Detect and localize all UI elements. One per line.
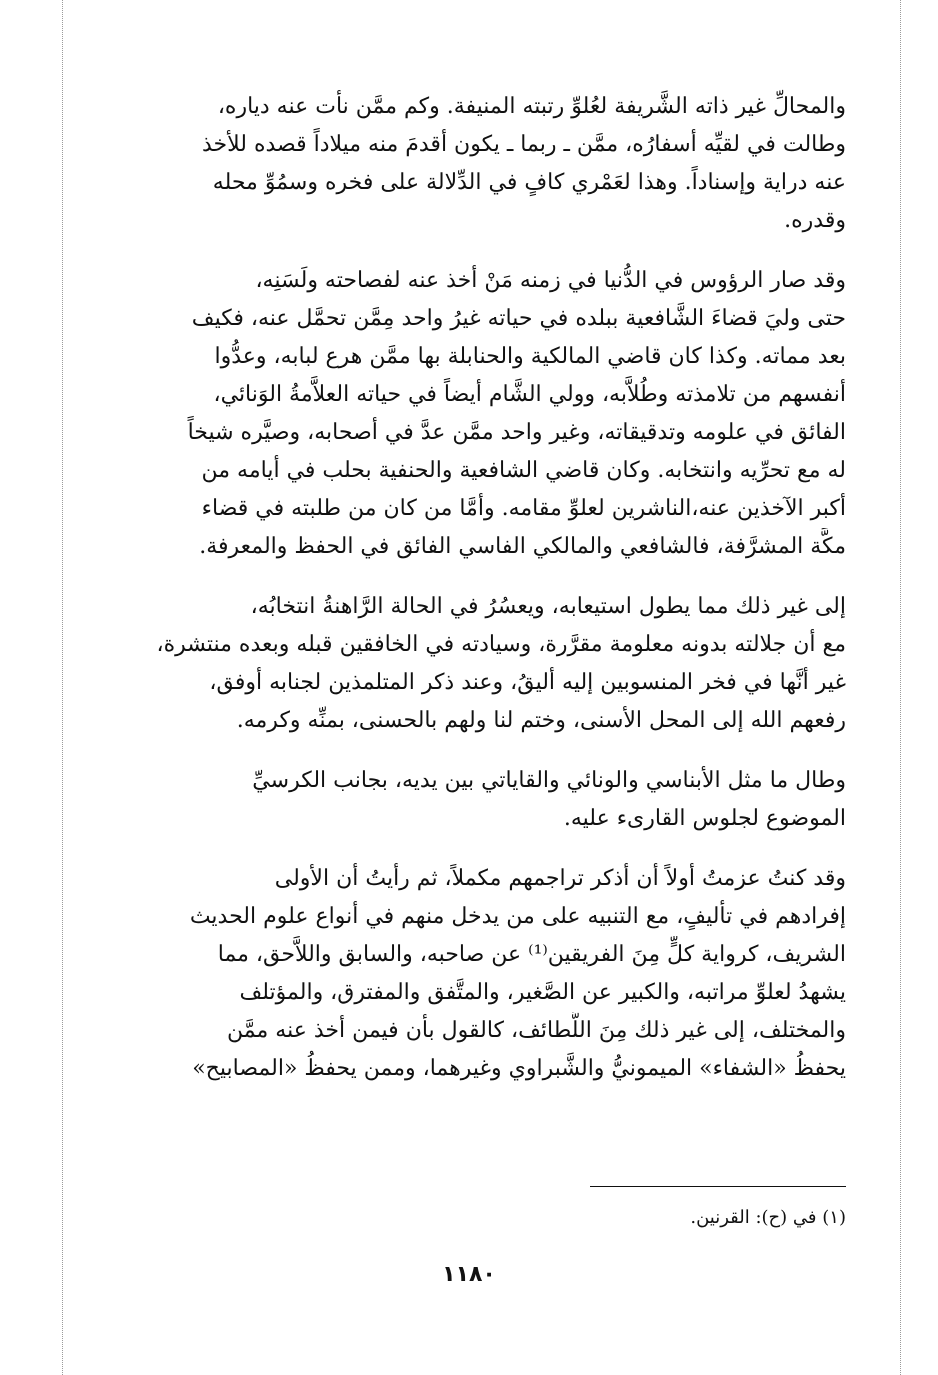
footnote-text: في (ح): القرنين. xyxy=(690,1207,817,1228)
text-line: إلى غير ذلك مما يطول استيعابه، ويعسُرُ في الحالة الرَّاهنةُ انتخابُه، xyxy=(250,594,846,619)
text-line: وقد كنتُ عزمتُ أولاً أن أذكر تراجمهم مكملاً، ثم رأيتُ أن الأولى xyxy=(274,866,846,891)
text-line: عنه دراية وإسناداً. وهذا لعَمْري كافٍ في الدِّلالة على فخره وسمُوِّ محله xyxy=(212,170,846,195)
text-line: إفرادهم في تأليفٍ، مع التنبيه على من يدخل منهم في أنواع علوم الحديث xyxy=(189,904,846,929)
text-line: رفعهم الله إلى المحل الأسنى، وختم لنا ولهم بالحسنى، بمنِّه وكرمه. xyxy=(236,708,846,733)
paragraph xyxy=(98,762,846,838)
paragraph xyxy=(98,860,846,1088)
paragraph xyxy=(98,262,846,566)
text-line: أنفسهم من تلامذته وطُلاَّبه، وولي الشَّام أيضاً في حياته العلاَّمةُ الوَنائي، xyxy=(213,382,846,407)
text-line: يحفظُ «الشفاء» الميمونيُّ والشَّبراوي وغيرهما، وممن يحفظُ «المصابيح» xyxy=(192,1056,846,1081)
left-scan-edge xyxy=(62,0,63,1375)
right-scan-edge xyxy=(900,0,901,1375)
text-line: حتى وليَ قضاءَ الشَّافعية ببلده في حياته غيرُ واحد مِمَّن تحمَّل عنه، فكيف xyxy=(191,306,846,331)
text-line: الفائق في علومه وتدقيقاته، وغير واحد ممَّن عدَّ في أصحابه، وصيَّره شيخاً xyxy=(187,420,846,445)
paragraph xyxy=(98,88,846,240)
footnote-separator xyxy=(590,1186,846,1187)
text-line: والمختلف، إلى غير ذلك مِنَ اللَّطائف، كالقول بأن فيمن أخذ عنه ممَّن xyxy=(227,1018,846,1043)
text-line: الموضوع لجلوس القارىء عليه. xyxy=(563,806,846,831)
text-line: بعد مماته. وكذا كان قاضي المالكية والحنابلة بها ممَّن هرع لبابه، وعدُّوا xyxy=(214,344,846,369)
paragraph xyxy=(98,588,846,740)
footnote xyxy=(560,1204,846,1232)
text-line: وطالت في لقيِّه أسفارُه، ممَّن ـ ربما ـ يكون أقدمَ منه ميلاداً قصده للأخذ xyxy=(201,132,846,157)
text-line: وطال ما مثل الأبناسي والونائي والقاياتي بين يديه، بجانب الكرسيِّ xyxy=(252,768,846,793)
text-line: وقدره. xyxy=(784,208,846,233)
text-line: الشريف، كرواية كلٍّ مِنَ الفريقين⁽¹⁾ عن صاحبه، والسابق واللاَّحق، مما xyxy=(217,942,846,967)
text-line: له مع تحرِّيه وانتخابه. وكان قاضي الشافعية والحنفية بحلب في أيامه من xyxy=(201,458,846,483)
text-line: والمحالِّ غير ذاته الشَّريفة لعُلوِّ رتبته المنيفة. وكم ممَّن نأت عنه دياره، xyxy=(217,94,846,119)
footnote-marker: (١) xyxy=(822,1207,846,1228)
text-line: أكبر الآخذين عنه،الناشرين لعلوِّ مقامه. وأمَّا من كان من طلبته في قضاء xyxy=(201,496,846,521)
main-text xyxy=(98,88,846,1110)
text-line: يشهدُ لعلوِّ مراتبه، والكبير عن الصَّغير، والمتَّفق والمفترق، والمؤتلف xyxy=(239,980,846,1005)
text-line: غير أنَّها في فخر المنسوبين إليه أليقُ، وعند ذكر المتلمذين لجنابه أوفق، xyxy=(209,670,846,695)
text-line: مكَّة المشرَّفة، فالشافعي والمالكي الفاسي الفائق في الحفظ والمعرفة. xyxy=(199,534,846,559)
page-number: ١١٨٠ xyxy=(442,1262,496,1287)
text-line: وقد صار الرؤوس في الدُّنيا في زمنه مَنْ أخذ عنه لفصاحته ولَسَنِه، xyxy=(255,268,846,293)
text-line: مع أن جلالته بدونه معلومة مقرَّرة، وسيادته في الخافقين قبله وبعده منتشرة، xyxy=(156,632,846,657)
